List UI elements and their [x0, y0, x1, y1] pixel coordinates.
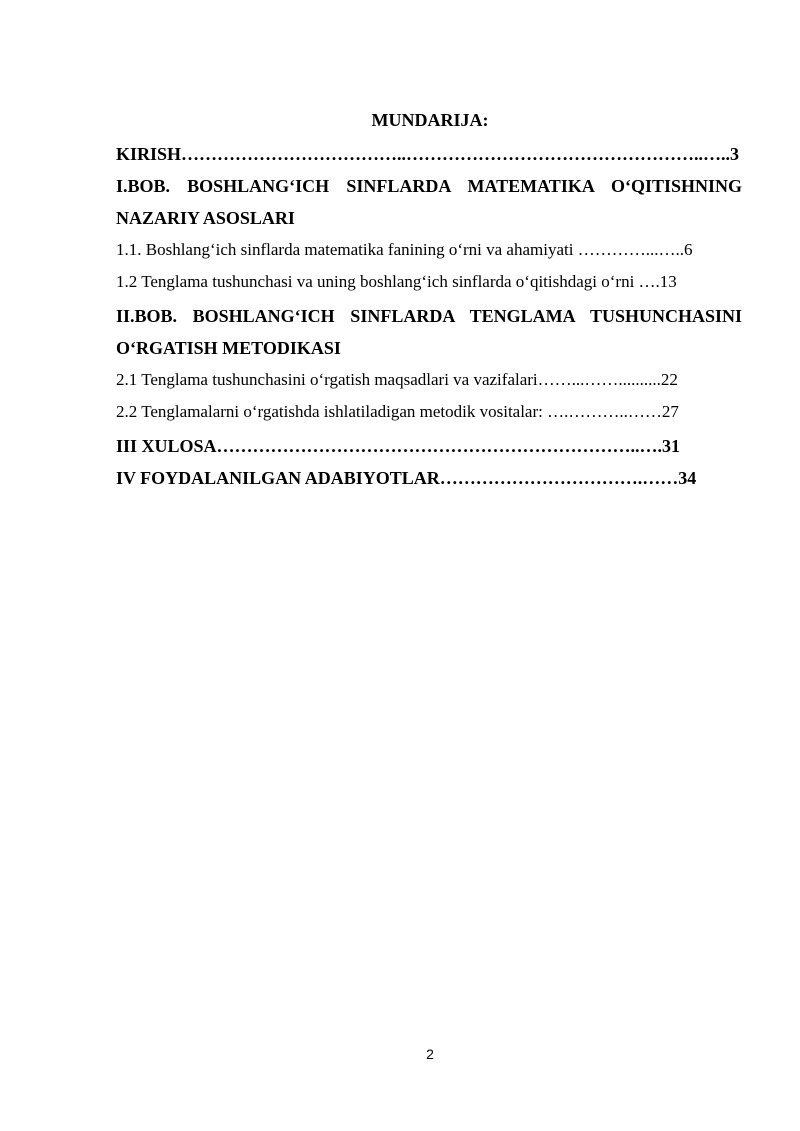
toc-title: MUNDARIJA:: [371, 110, 489, 130]
toc-entry-xulosa: III XULOSA……………………………………………………………..….31: [116, 436, 681, 456]
toc-section-2-1: 2.1 Tenglama tushunchasini o‘rgatish maqsadlari va vazifalari……...……..........22: [116, 370, 678, 389]
toc-section-1-2: 1.2 Tenglama tushunchasi va uning boshlang‘ich sinflarda o‘qitishdagi o‘rni ….13: [116, 272, 677, 291]
toc-entry-kirish: KIRISH………………………………..…………………………………………..…..3: [116, 144, 740, 164]
page-number: 2: [426, 1046, 434, 1062]
toc-entry-adabiyotlar: IV FOYDALANILGAN ADABIYOTLAR…………………………….……34: [116, 468, 697, 488]
toc-chapter-1-heading-line-2: NAZARIY ASOSLARI: [116, 208, 295, 228]
toc-chapter-1-heading-line-1: I.BOB. BOSHLANG‘ICH SINFLARDA MATEMATIKA O‘QITISHNING: [116, 176, 742, 196]
toc-section-2-2: 2.2 Tenglamalarni o‘rgatishda ishlatiladigan metodik vositalar: ….………..……27: [116, 402, 679, 421]
toc-section-1-1: 1.1. Boshlang‘ich sinflarda matematika fanining o‘rni va ahamiyati …………...…..6: [116, 240, 693, 259]
toc-chapter-2-heading-line-2: O‘RGATISH METODIKASI: [116, 338, 341, 358]
toc-chapter-2-heading-line-1: II.BOB. BOSHLANG‘ICH SINFLARDA TENGLAMA TUSHUNCHASINI: [116, 306, 742, 326]
